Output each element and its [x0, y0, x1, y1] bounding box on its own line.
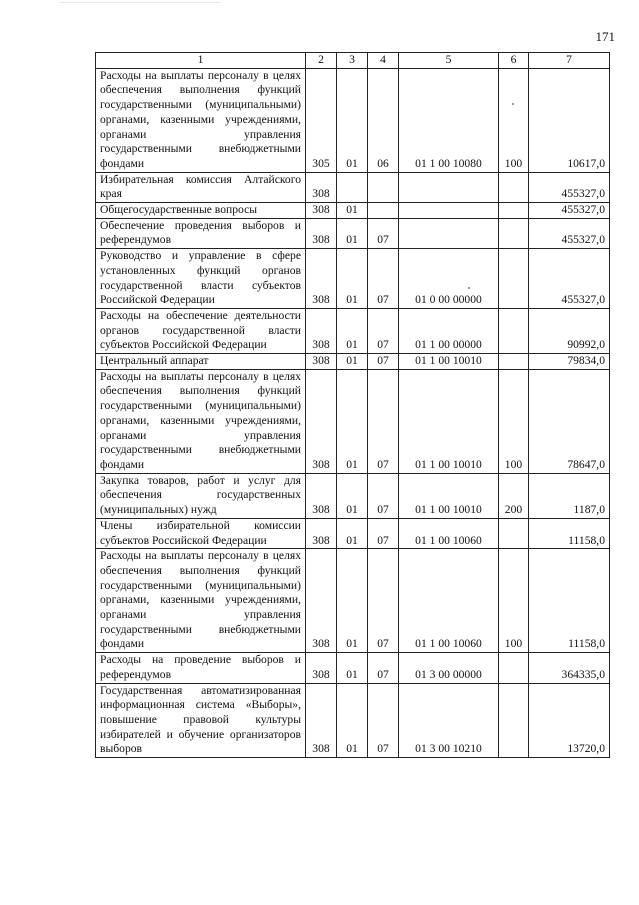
- table-row: [96, 249, 610, 309]
- header-row: [96, 53, 610, 69]
- row-c2: 308: [306, 653, 337, 683]
- row-c3: 01: [337, 354, 368, 370]
- row-amount: 455327,0: [529, 203, 610, 219]
- row-amount: 11158,0: [529, 518, 610, 548]
- row-c3: 01: [337, 518, 368, 548]
- row-name: Обеспечение проведения выборов и референдумов: [96, 218, 306, 248]
- page-number: 171: [595, 29, 615, 44]
- row-c3: 01: [337, 683, 368, 758]
- column-header: 5: [399, 53, 499, 69]
- row-c6: [499, 249, 529, 309]
- row-c4: 07: [368, 369, 399, 473]
- column-header: 3: [337, 53, 368, 69]
- column-header: 1: [96, 53, 306, 69]
- row-c5: [399, 218, 499, 248]
- row-c5: 01 1 00 00000: [399, 308, 499, 353]
- row-c5: 01 1 00 10080: [399, 68, 499, 172]
- row-amount: 90992,0: [529, 308, 610, 353]
- column-header: 4: [368, 53, 399, 69]
- row-c5: 01 1 00 10010: [399, 354, 499, 370]
- row-c3: 01: [337, 68, 368, 172]
- row-c4: 07: [368, 549, 399, 653]
- row-c2: 308: [306, 369, 337, 473]
- table-row: [96, 218, 610, 248]
- column-header: 7: [529, 53, 610, 69]
- row-c6: [499, 172, 529, 202]
- row-c6: [499, 683, 529, 758]
- row-name: Центральный аппарат: [96, 354, 306, 370]
- row-c3: 01: [337, 473, 368, 518]
- row-c2: 308: [306, 354, 337, 370]
- row-amount: 11158,0: [529, 549, 610, 653]
- row-c3: 01: [337, 249, 368, 309]
- row-amount: 455327,0: [529, 249, 610, 309]
- table-row: [96, 473, 610, 518]
- row-name: Расходы на выплаты персоналу в целях обеспечения выполнения функций государственными (муниципальными) органами, казенными учреждениями, органами управления государственными внебюджетными фондами: [96, 549, 306, 653]
- row-amount: 455327,0: [529, 172, 610, 202]
- row-name: Расходы на проведение выборов и референдумов: [96, 653, 306, 683]
- row-name: Государственная автоматизированная информационная система «Выборы», повышение правовой культуры избирателей и обучение организаторов выборов: [96, 683, 306, 758]
- row-c4: 07: [368, 249, 399, 309]
- row-c3: 01: [337, 218, 368, 248]
- row-c4: 07: [368, 473, 399, 518]
- row-c5: 01 3 00 00000: [399, 653, 499, 683]
- row-c4: 07: [368, 683, 399, 758]
- row-c6: [499, 203, 529, 219]
- row-name: Общегосударственные вопросы: [96, 203, 306, 219]
- table-row: [96, 203, 610, 219]
- row-c4: [368, 203, 399, 219]
- row-c4: 07: [368, 218, 399, 248]
- table-row: [96, 653, 610, 683]
- table-row: [96, 683, 610, 758]
- row-c4: 07: [368, 354, 399, 370]
- row-c2: 308: [306, 549, 337, 653]
- row-c2: 308: [306, 218, 337, 248]
- row-c3: 01: [337, 369, 368, 473]
- row-c4: 07: [368, 518, 399, 548]
- row-name: Руководство и управление в сфере установленных функций органов государственной власти субъектов Российской Федерации: [96, 249, 306, 309]
- table-row: [96, 68, 610, 172]
- row-c6: [499, 653, 529, 683]
- row-c4: 07: [368, 653, 399, 683]
- table-row: [96, 172, 610, 202]
- row-amount: 13720,0: [529, 683, 610, 758]
- row-c5: 01 3 00 10210: [399, 683, 499, 758]
- row-c6: 100: [499, 369, 529, 473]
- row-c6: 100: [499, 68, 529, 172]
- row-c2: 308: [306, 518, 337, 548]
- row-c3: [337, 172, 368, 202]
- row-c5: 01 0 00 00000: [399, 249, 499, 309]
- row-c2: 308: [306, 249, 337, 309]
- row-c2: 305: [306, 68, 337, 172]
- row-c5: [399, 203, 499, 219]
- scan-edge-line: [60, 2, 220, 3]
- row-c3: 01: [337, 549, 368, 653]
- row-c2: 308: [306, 203, 337, 219]
- row-name: Расходы на выплаты персоналу в целях обеспечения выполнения функций государственными (муниципальными) органами, казенными учреждениями, органами управления государственными внебюджетными фондами: [96, 369, 306, 473]
- row-c2: 308: [306, 172, 337, 202]
- row-amount: 364335,0: [529, 653, 610, 683]
- row-c5: 01 1 00 10060: [399, 518, 499, 548]
- row-c6: [499, 218, 529, 248]
- row-name: Избирательная комиссия Алтайского края: [96, 172, 306, 202]
- row-c5: 01 1 00 10060: [399, 549, 499, 653]
- table-row: [96, 518, 610, 548]
- row-c4: 06: [368, 68, 399, 172]
- row-c6: 100: [499, 549, 529, 653]
- table-row: [96, 354, 610, 370]
- row-amount: 79834,0: [529, 354, 610, 370]
- row-c5: [399, 172, 499, 202]
- row-name: Закупка товаров, работ и услуг для обеспечения государственных (муниципальных) нужд: [96, 473, 306, 518]
- row-name: Члены избирательной комиссии субъектов Российской Федерации: [96, 518, 306, 548]
- row-c3: 01: [337, 203, 368, 219]
- column-header: 6: [499, 53, 529, 69]
- row-c2: 308: [306, 683, 337, 758]
- table-row: [96, 308, 610, 353]
- row-amount: 10617,0: [529, 68, 610, 172]
- row-amount: 455327,0: [529, 218, 610, 248]
- row-c6: [499, 308, 529, 353]
- row-name: Расходы на выплаты персоналу в целях обеспечения выполнения функций государственными (муниципальными) органами, казенными учреждениями, органами управления государственными внебюджетными фондами: [96, 68, 306, 172]
- row-c2: 308: [306, 473, 337, 518]
- row-name: Расходы на обеспечение деятельности органов государственной власти субъектов Российской Федерации: [96, 308, 306, 353]
- row-c3: 01: [337, 308, 368, 353]
- table-row: [96, 369, 610, 473]
- row-c4: [368, 172, 399, 202]
- column-header: 2: [306, 53, 337, 69]
- budget-table: [95, 52, 610, 758]
- row-c2: 308: [306, 308, 337, 353]
- row-c5: 01 1 00 10010: [399, 473, 499, 518]
- row-c6: [499, 518, 529, 548]
- row-c5: 01 1 00 10010: [399, 369, 499, 473]
- row-c6: 200: [499, 473, 529, 518]
- row-amount: 78647,0: [529, 369, 610, 473]
- row-c6: [499, 354, 529, 370]
- row-c4: 07: [368, 308, 399, 353]
- table-row: [96, 549, 610, 653]
- row-c3: 01: [337, 653, 368, 683]
- row-amount: 1187,0: [529, 473, 610, 518]
